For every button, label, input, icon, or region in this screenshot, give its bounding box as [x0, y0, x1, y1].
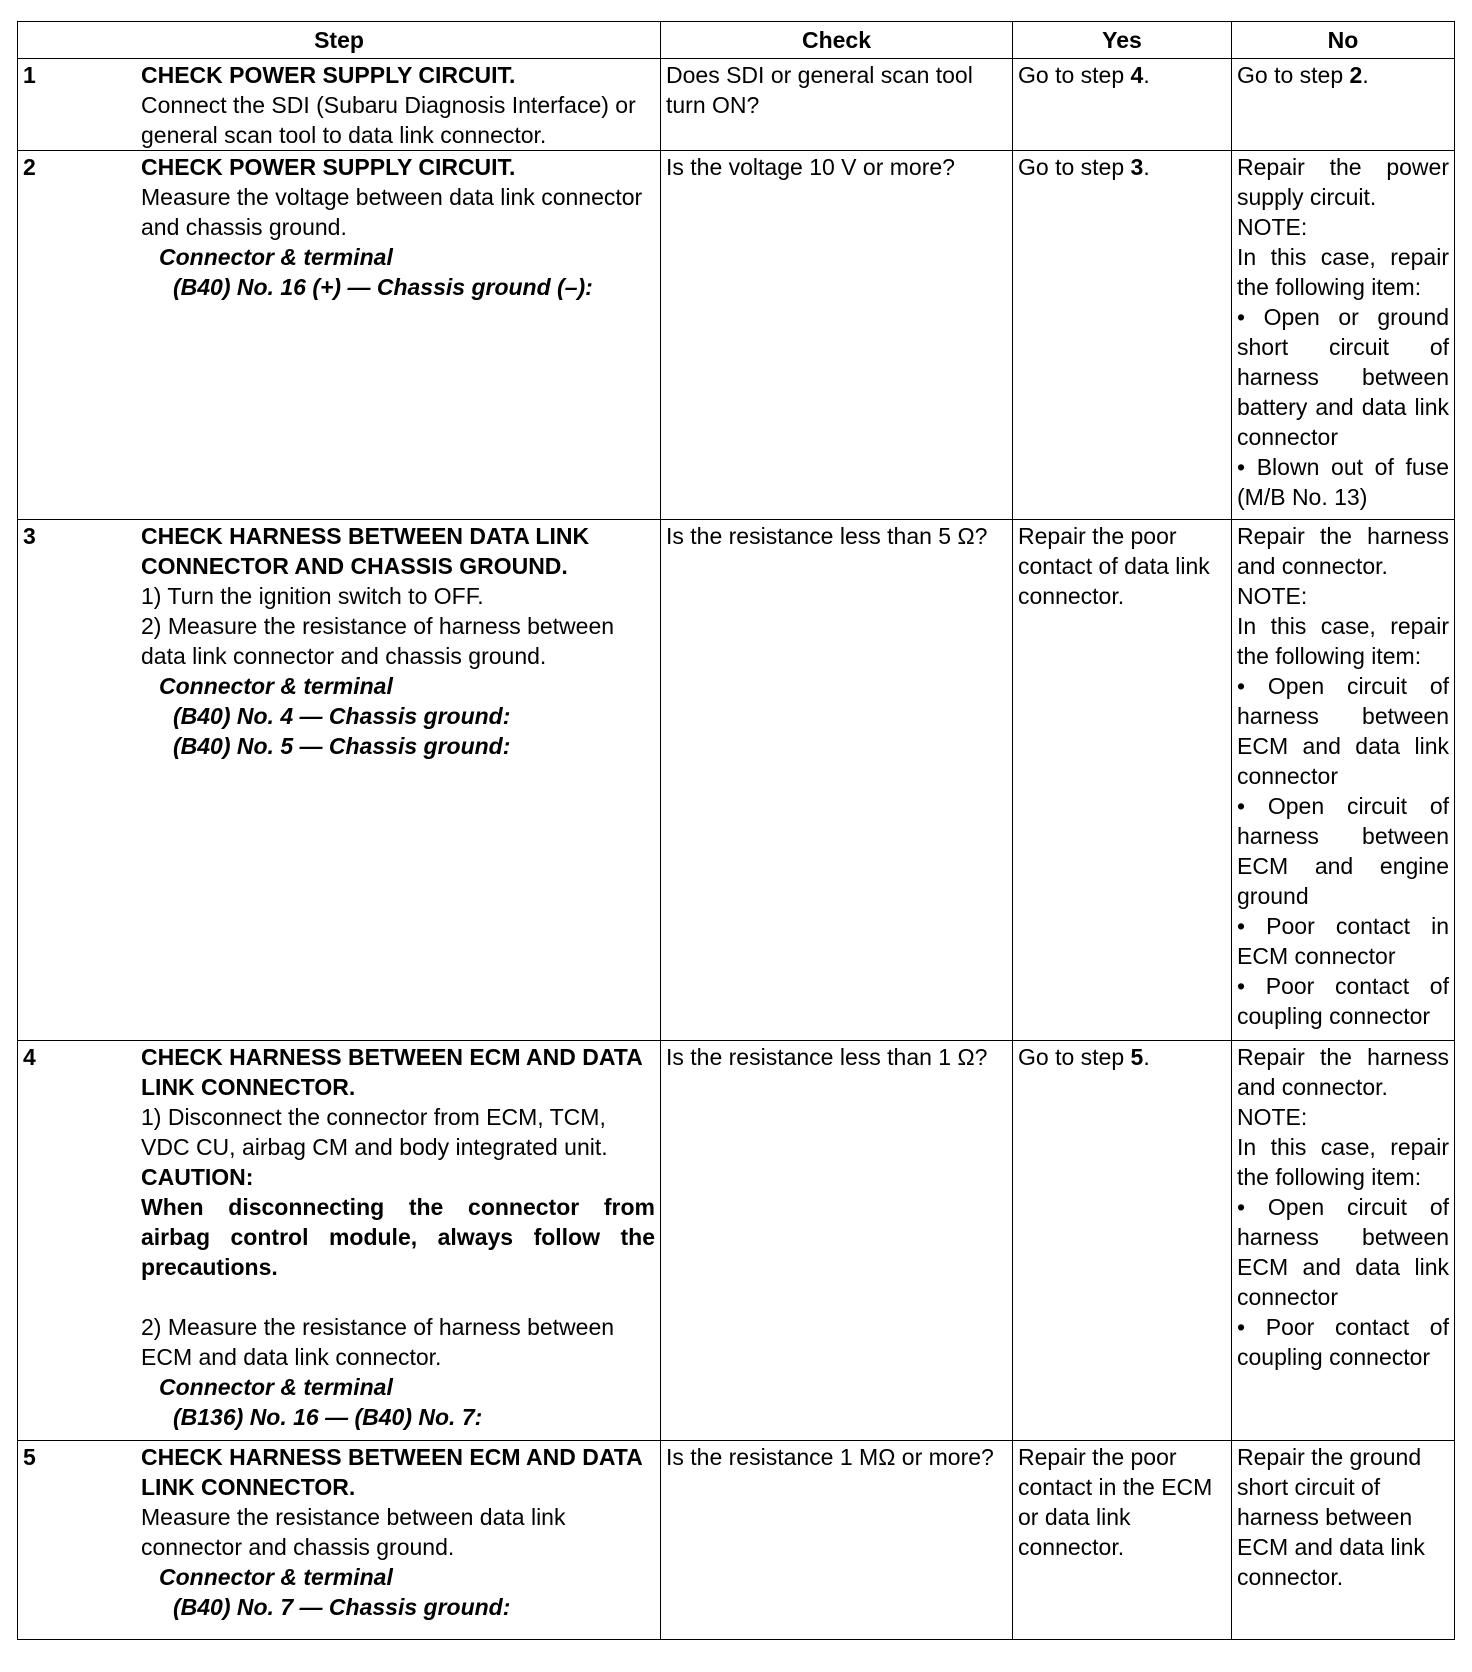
no-line: In this case, repair the following item:	[1237, 244, 1449, 300]
connector-terminal: (B40) No. 4 — Chassis ground:	[173, 703, 511, 729]
step-number: 5	[23, 1444, 36, 1470]
table-row	[18, 151, 1455, 520]
header-check: Check	[661, 22, 1013, 59]
no-bullet: • Open circuit of harness between ECM and data link connector	[1237, 673, 1449, 789]
yes-step-number: 3	[1130, 154, 1144, 180]
step-cell	[18, 520, 661, 1041]
header-step: Step	[18, 22, 661, 59]
step-number: 3	[23, 523, 36, 549]
step-title: CHECK HARNESS BETWEEN ECM AND DATA LINK CONNECTOR.	[141, 1444, 642, 1500]
step-instruction: 1) Disconnect the connector from ECM, TCM, VDC CU, airbag CM and body integrated unit.	[141, 1104, 608, 1160]
no-line: In this case, repair the following item:	[1237, 613, 1449, 669]
yes-text: Go to step	[1018, 154, 1131, 180]
yes-text: Go to step	[1018, 62, 1131, 88]
table-row	[18, 59, 1455, 151]
step-number: 2	[23, 154, 36, 180]
yes-text-end: .	[1143, 1044, 1150, 1070]
step-title: CHECK POWER SUPPLY CIRCUIT.	[141, 62, 516, 88]
table-row	[18, 1441, 1455, 1640]
no-bullet: • Poor contact of coupling connector	[1237, 973, 1449, 1029]
no-text-end: .	[1362, 62, 1369, 88]
check-cell: Is the resistance 1 MΩ or more?	[661, 1441, 1013, 1640]
yes-text: Go to step	[1018, 1044, 1131, 1070]
yes-step-number: 5	[1130, 1044, 1144, 1070]
no-step-number: 2	[1349, 62, 1363, 88]
yes-cell: Repair the poor contact of data link connector.	[1013, 520, 1232, 1041]
no-cell	[1232, 520, 1455, 1041]
note-label: NOTE:	[1237, 1104, 1308, 1130]
connector-label: Connector & terminal	[159, 1374, 393, 1400]
yes-cell	[1013, 59, 1232, 151]
header-no: No	[1232, 22, 1455, 59]
step-body: Measure the voltage between data link connector and chassis ground.	[141, 184, 643, 240]
note-label: NOTE:	[1237, 214, 1308, 240]
step-body: Connect the SDI (Subaru Diagnosis Interface) or general scan tool to data link connector.	[141, 92, 636, 148]
step-instruction: 2) Measure the resistance of harness between ECM and data link connector.	[141, 1314, 615, 1370]
connector-terminal: (B40) No. 5 — Chassis ground:	[173, 733, 511, 759]
step-title: CHECK POWER SUPPLY CIRCUIT.	[141, 154, 516, 180]
step-cell	[18, 1441, 661, 1640]
no-bullet: • Blown out of fuse (M/B No. 13)	[1237, 454, 1449, 510]
no-bullet: • Open circuit of harness between ECM and data link connector	[1237, 1194, 1449, 1310]
step-number: 4	[23, 1044, 36, 1070]
step-cell	[18, 1041, 661, 1441]
no-cell	[1232, 151, 1455, 520]
step-instruction: 1) Turn the ignition switch to OFF.	[141, 583, 484, 609]
diagnostic-table	[17, 21, 1455, 1640]
check-cell: Is the resistance less than 5 Ω?	[661, 520, 1013, 1041]
yes-step-number: 4	[1130, 62, 1144, 88]
check-cell: Does SDI or general scan tool turn ON?	[661, 59, 1013, 151]
no-line: Repair the harness and connector.	[1237, 523, 1449, 579]
no-line: Repair the power supply circuit.	[1237, 154, 1449, 210]
step-number: 1	[23, 62, 36, 88]
connector-terminal: (B40) No. 7 — Chassis ground:	[173, 1594, 511, 1620]
step-instruction: 2) Measure the resistance of harness between data link connector and chassis ground.	[141, 613, 615, 669]
header-row	[18, 22, 1455, 59]
yes-text-end: .	[1143, 154, 1150, 180]
no-bullet: • Poor contact of coupling connector	[1237, 1314, 1449, 1370]
connector-label: Connector & terminal	[159, 1564, 393, 1590]
no-line: In this case, repair the following item:	[1237, 1134, 1449, 1190]
check-cell: Is the resistance less than 1 Ω?	[661, 1041, 1013, 1441]
step-cell	[18, 151, 661, 520]
no-bullet: • Poor contact in ECM connector	[1237, 913, 1449, 969]
step-body: Measure the resistance between data link connector and chassis ground.	[141, 1504, 566, 1560]
no-line: Repair the harness and connector.	[1237, 1044, 1449, 1100]
yes-cell	[1013, 1041, 1232, 1441]
header-yes: Yes	[1013, 22, 1232, 59]
note-label: NOTE:	[1237, 583, 1308, 609]
no-bullet: • Open or ground short circuit of harness between battery and data link connector	[1237, 304, 1449, 450]
no-bullet: • Open circuit of harness between ECM and engine ground	[1237, 793, 1449, 909]
step-cell	[18, 59, 661, 151]
no-text: Go to step	[1237, 62, 1350, 88]
connector-label: Connector & terminal	[159, 244, 393, 270]
connector-label: Connector & terminal	[159, 673, 393, 699]
table-row	[18, 520, 1455, 1041]
connector-terminal: (B136) No. 16 — (B40) No. 7:	[173, 1404, 483, 1430]
no-cell	[1232, 59, 1455, 151]
step-title: CHECK HARNESS BETWEEN ECM AND DATA LINK CONNECTOR.	[141, 1044, 642, 1100]
no-cell	[1232, 1041, 1455, 1441]
yes-cell: Repair the poor contact in the ECM or data link connector.	[1013, 1441, 1232, 1640]
caution-text: When disconnecting the connector from airbag control module, always follow the precautions.	[141, 1194, 655, 1280]
caution-label: CAUTION:	[141, 1164, 254, 1190]
check-cell: Is the voltage 10 V or more?	[661, 151, 1013, 520]
yes-cell	[1013, 151, 1232, 520]
connector-terminal: (B40) No. 16 (+) — Chassis ground (–):	[173, 274, 593, 300]
step-title: CHECK HARNESS BETWEEN DATA LINK CONNECTOR AND CHASSIS GROUND.	[141, 523, 590, 579]
yes-text-end: .	[1143, 62, 1150, 88]
no-cell: Repair the ground short circuit of harness between ECM and data link connector.	[1232, 1441, 1455, 1640]
table-row	[18, 1041, 1455, 1441]
